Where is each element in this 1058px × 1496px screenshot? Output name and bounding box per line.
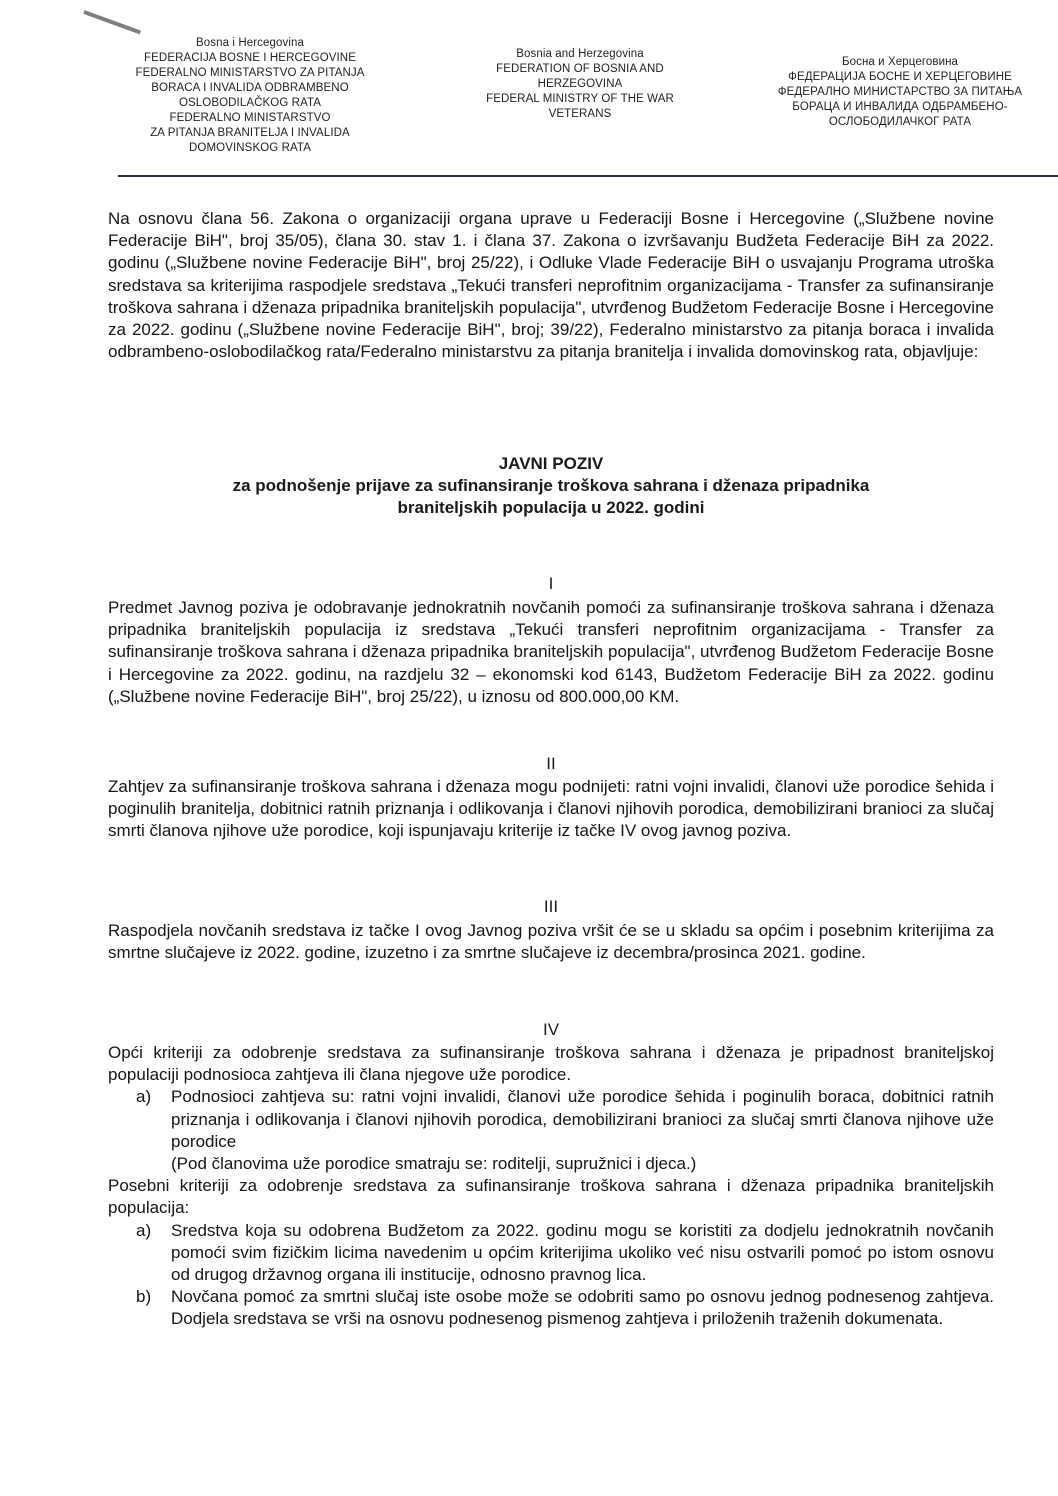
list-item bbox=[108, 1220, 994, 1287]
letterhead-line: DOMOVINSKOG RATA bbox=[189, 142, 311, 154]
list-marker: b) bbox=[136, 1287, 152, 1307]
section-3 bbox=[108, 920, 994, 964]
letterhead-english bbox=[445, 47, 715, 122]
letterhead-line: Босна и Херцеговина bbox=[841, 56, 959, 68]
scan-mark bbox=[83, 10, 141, 34]
special-criteria-intro: Posebni kriteriji za odobrenje sredstava za sufinansiranje troškova sahrana i dženaza pripadnika braniteljskih populacija: bbox=[108, 1176, 994, 1218]
letterhead-line: VETERANS bbox=[548, 108, 612, 120]
section-2 bbox=[108, 776, 994, 843]
list-item-text: Novčana pomoć za smrtni slučaj iste osobe može se odobriti samo po osnovu jednog podnesenog zahtjeva. Dodjela sredstava se vrši na osnovu podnesenog pismenog zahtjeva i priloženih traženih dokumenata. bbox=[171, 1287, 994, 1329]
letterhead-line: FEDERACIJA BOSNE I HERCEGOVINE bbox=[144, 52, 356, 64]
letterhead-line: Bosna i Hercegovina bbox=[195, 37, 305, 49]
letterhead-line: ФЕДЕРАЦИЈА БОСНЕ И ХЕРЦЕГОВИНЕ bbox=[788, 71, 1012, 83]
list-marker: a) bbox=[136, 1087, 152, 1107]
section-text: Zahtjev za sufinansiranje troškova sahrana i dženaza mogu podnijeti: ratni vojni invalidi, članovi uže porodice šehida i poginulih branitelja, dobitnici ratnih priznanja i odlikovanja i članovi njihovih porodica, demobilizirani branioci za slučaj smrti članova njihove uže porodice, koji ispunjavaju kriterije iz tačke IV ovog javnog poziva. bbox=[108, 777, 994, 841]
section-4 bbox=[108, 1042, 994, 1331]
letterhead-line: FEDERALNO MINISTARSTVO ZA PITANJA bbox=[135, 67, 365, 79]
title-heading: JAVNI POZIV bbox=[498, 454, 604, 473]
document-title bbox=[108, 453, 994, 519]
general-criteria-intro: Opći kriteriji za odobrenje sredstava za sufinansiranje troškova sahrana i dženaza je pripadnost braniteljskoj populaciji podnosioca zahtjeva ili člana njegove uže porodice. bbox=[108, 1043, 994, 1085]
section-1 bbox=[108, 597, 994, 708]
general-criteria-list bbox=[108, 1086, 994, 1153]
family-members-note: (Pod članovima uže porodice smatraju se: roditelji, supružnici i djeca.) bbox=[171, 1154, 697, 1174]
letterhead-line: FEDERALNO MINISTARSTVO bbox=[169, 112, 331, 124]
list-item bbox=[108, 1286, 994, 1330]
section-number: IV bbox=[542, 1020, 560, 1039]
letterhead-line: BORACA I INVALIDA ODBRAMBENO bbox=[151, 82, 349, 94]
letterhead-divider bbox=[118, 175, 1058, 177]
section-number: I bbox=[548, 574, 554, 593]
section-text: Predmet Javnog poziva je odobravanje jednokratnih novčanih pomoći za sufinansiranje troškova sahrana i dženaza pripadnika braniteljskih populacija iz sredstava „Tekući transferi neprofitnim organizacijama - Transfer za sufinansiranje troškova sahrana i dženaza pripadnika braniteljskih populacija", utvrđenog Budžetom Federacije Bosne i Hercegovine za 2022. godinu, na razdjelu 32 – ekonomski kod 6143, Budžetom Federacije BiH za 2022. godinu („Službene novine Federacije BiH", broj 25/22), u iznosu od 800.000,00 KM. bbox=[108, 598, 994, 706]
title-subtitle-line-1: za podnošenje prijave za sufinansiranje troškova sahrana i dženaza pripadnika bbox=[232, 476, 870, 495]
letterhead-line: FEDERATION OF BOSNIA AND bbox=[496, 63, 664, 75]
intro-text: Na osnovu člana 56. Zakona o organizaciji organa uprave u Federaciji Bosne i Hercegovine („Službene novine Federacije BiH", broj 35/05), člana 30. stav 1. i člana 37. Zakona o izvršavanju Budžeta Federacije BiH za 2022. godinu („Službene novine Federacije BiH", broj 25/22), i Odluke Vlade Federacije BiH o usvajanju Programa utroška sredstava sa kriterijima raspodjele sredstava „Tekući transferi neprofitnim organizacijama - Transfer za sufinansiranje troškova sahrana i dženaza pripadnika braniteljskih populacija", utvrđenog Budžetom Federacije Bosne i Hercegovine za 2022. godinu („Službene novine Federacije BiH", broj; 39/22), Federalno ministarstvo za pitanja boraca i invalida odbrambeno-oslobodilačkog rata/Federalno ministarstvu za pitanja branitelja i invalida domovinskog rata, objavljuje: bbox=[108, 209, 994, 362]
letterhead-line: ZA PITANJA BRANITELJA I INVALIDA bbox=[150, 127, 350, 139]
letterhead-line: FEDERAL MINISTRY OF THE WAR bbox=[486, 93, 674, 105]
list-item-text: Podnosioci zahtjeva su: ratni vojni invalidi, članovi uže porodice šehida i poginulih boraca, dobitnici ratnih priznanja i odlikovanja i članovi njihovih porodica, demobilizirani branioci za slučaj smrti članova njihove uže porodice bbox=[171, 1087, 994, 1151]
list-marker: a) bbox=[136, 1220, 152, 1240]
title-subtitle-line-2: braniteljskih populacija u 2022. godini bbox=[397, 498, 705, 517]
letterhead-cyrillic bbox=[745, 55, 1055, 130]
letterhead-line: HERZEGOVINA bbox=[537, 78, 623, 90]
letterhead-line: OSLOBODILAČKOG RATA bbox=[178, 97, 322, 109]
letterhead-bosnian bbox=[95, 36, 405, 156]
letterhead-line: Bosnia and Herzegovina bbox=[516, 48, 644, 60]
special-criteria-list bbox=[108, 1220, 994, 1331]
letterhead-line: ОСЛОБОДИЛАЧКОГ РАТА bbox=[828, 116, 972, 128]
section-number: II bbox=[546, 754, 556, 773]
section-number: III bbox=[543, 897, 559, 916]
section-text: Raspodjela novčanih sredstava iz tačke I ovog Javnog poziva vršit će se u skladu sa općim i posebnim kriterijima za smrtne slučajeve iz 2022. godine, izuzetno i za smrtne slučajeve iz decembra/prosinca 2021. godine. bbox=[108, 921, 994, 963]
intro-paragraph bbox=[108, 208, 994, 363]
letterhead-line: БОРАЦА И ИНВАЛИДА ОДБРАМБЕНО- bbox=[792, 101, 1008, 113]
letterhead-line: ФЕДЕРАЛНО МИНИСТАРСТВО ЗА ПИТАЊА bbox=[777, 86, 1023, 98]
list-item-text: Sredstva koja su odobrena Budžetom za 2022. godinu mogu se koristiti za dodjelu jednokratnih novčanih pomoći svim fizičkim licima navedenim u općim kriterijima ukoliko već nisu ostvarili pomoć po istom osnovu od drugog državnog organa ili institucije, odnosno pravnog lica. bbox=[171, 1220, 994, 1285]
list-item bbox=[108, 1086, 994, 1153]
